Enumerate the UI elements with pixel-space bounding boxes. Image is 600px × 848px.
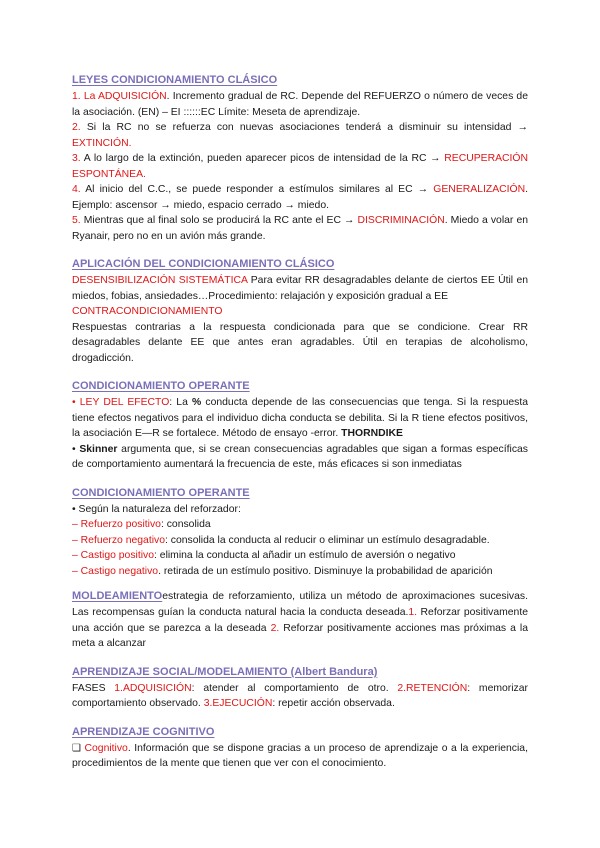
ley-del-efecto-paragraph xyxy=(72,395,528,442)
law-number: 3. xyxy=(72,153,81,164)
law-text: . Incremento gradual de RC. Depende del REFUERZO o número de veces de la asociación. (EN) – EI ::::::EC Límite: Meseta de aprendizaje. xyxy=(72,91,528,118)
section-aprendizaje-social xyxy=(72,662,528,712)
term-ley-del-efecto: • LEY DEL EFECTO xyxy=(72,397,170,408)
law-1 xyxy=(72,89,528,120)
law-number: 1. xyxy=(72,91,81,102)
section-heading: CONDICIONAMIENTO OPERANTE xyxy=(72,380,250,392)
phase-term: 1.ADQUISICIÓN xyxy=(114,682,192,694)
text: : La xyxy=(169,397,192,408)
contracondicionamiento-text: Respuestas contrarias a la respuesta condicionada para que se condicione. Crear RR desagradables delante EE que antes eran agradables. Útil en terapias de alcoholismo, drogadicción. xyxy=(72,321,528,364)
law-number: 5. xyxy=(72,215,81,226)
law-text: Mientras que al final solo se producirá la RC ante el EC → xyxy=(83,215,355,226)
section-heading: APRENDIZAJE SOCIAL/MODELAMIENTO (Albert Bandura) xyxy=(72,665,378,678)
fases-paragraph xyxy=(72,681,528,712)
section-heading: CONDICIONAMIENTO OPERANTE xyxy=(72,486,250,499)
law-text: Al inicio del C.C., se puede responder a estímulos similares al EC → xyxy=(85,184,429,195)
text: Reforzar positivamente acciones mas próximas a la meta a alcanzar xyxy=(72,622,528,649)
list-item xyxy=(72,564,528,580)
law-term: DISCRIMINACIÓN xyxy=(357,215,445,226)
text: conducta depende de las consecuencias que tenga. Si la respuesta tiene efectos negativos para el individuo dicha conducta se debilita. Si la R tiene efectos positivos, la asociación E—R se fortalece. Método de ensayo -error. xyxy=(72,397,528,439)
item-term: – Refuerzo negativo xyxy=(72,534,165,546)
list-item xyxy=(72,548,528,564)
law-2 xyxy=(72,120,528,151)
text: : repetir acción observada. xyxy=(272,698,395,709)
item-text: : consolida xyxy=(160,519,211,530)
law-4 xyxy=(72,182,528,213)
desensibilizacion-text: Para evitar RR desagradables delante de ciertos EE Útil en miedos, fobias, ansiedades…Procedimiento: relajación y exposición gradual a EE xyxy=(72,275,529,302)
text: . Información que se dispone gracias a un proceso de aprendizaje o a la experiencia, procedimientos de la mente que tienen que ver con el conocimiento. xyxy=(72,742,528,769)
item-text: : consolida la conducta al reducir o eliminar un estímulo desagradable. xyxy=(165,534,490,546)
skinner-paragraph xyxy=(72,442,528,473)
law-term: EXTINCIÓN. xyxy=(72,137,132,149)
section-heading: APRENDIZAJE COGNITIVO xyxy=(72,725,215,738)
notes-body xyxy=(72,70,528,782)
section-aplicacion xyxy=(72,254,528,366)
text: FASES xyxy=(72,682,115,694)
item-term: – Castigo positivo xyxy=(72,550,155,561)
law-term: La ADQUISICIÓN xyxy=(83,91,167,102)
author-skinner: Skinner xyxy=(79,443,118,455)
step-number: 2. xyxy=(270,622,280,634)
law-text-after: . Ejemplo: ascensor → miedo, espacio cerrado → miedo. xyxy=(72,184,528,211)
section-moldeamiento xyxy=(72,589,528,652)
text: : memorizar comportamiento observado. xyxy=(72,682,528,709)
section-heading: LEYES CONDICIONAMIENTO CLÁSICO xyxy=(72,74,278,86)
section-operante-2 xyxy=(72,483,528,580)
term-cognitivo: Cognitivo xyxy=(80,742,128,754)
section-leyes xyxy=(72,70,528,244)
section-heading: MOLDEAMIENTO xyxy=(72,590,163,602)
section-operante-1 xyxy=(72,376,528,473)
item-text: . retirada de un estímulo positivo. Disminuye la probabilidad de aparición xyxy=(158,565,493,577)
law-5 xyxy=(72,213,528,244)
law-text-after: . Miedo a volar en Ryanair, pero no en un avión más grande. xyxy=(72,215,529,242)
cognitivo-paragraph xyxy=(72,741,528,772)
term-desensibilizacion: DESENSIBILIZACIÓN SISTEMÁTICA xyxy=(72,275,248,286)
law-number: 4. xyxy=(72,184,81,195)
text: estrategia de reforzamiento, utiliza un método de aproximaciones sucesivas. Las recompensas guían la conducta natural hacia la conducta deseada. xyxy=(72,591,528,618)
reforzador-intro: • Según la naturaleza del reforzador: xyxy=(72,503,241,515)
text: argumenta que, si se crean consecuencias agradables que sigan a formas específicas de comportamiento aumentará la frecuencia de este, más eficaces si son inmediatas xyxy=(72,443,528,470)
step-number: 1. xyxy=(408,607,418,618)
text: Reforzar positivamente una acción que se parezca a la deseada xyxy=(72,607,528,634)
law-term: GENERALIZACIÓN xyxy=(433,184,526,195)
text: : atender al comportamiento de otro. xyxy=(191,682,398,694)
law-number: 2. xyxy=(72,122,81,133)
phase-term: 2.RETENCIÓN xyxy=(397,682,468,694)
law-text: A lo largo de la extinción, pueden aparecer picos de intensidad de la RC → xyxy=(83,153,441,164)
checkbox-icon: ❑ xyxy=(72,742,81,754)
percent-symbol: % xyxy=(192,397,202,408)
term-contracondicionamiento: CONTRACONDICIONAMIENTO xyxy=(72,306,223,317)
moldeamiento-paragraph xyxy=(72,589,528,652)
desensibilizacion-paragraph xyxy=(72,273,528,304)
item-term: – Castigo negativo xyxy=(72,565,159,577)
law-term: RECUPERACIÓN ESPONTÁNEA. xyxy=(72,153,528,180)
section-aprendizaje-cognitivo xyxy=(72,722,528,772)
section-heading: APLICACIÓN DEL CONDICIONAMIENTO CLÁSICO xyxy=(72,258,335,270)
item-term: – Refuerzo positivo xyxy=(72,519,161,530)
bullet: • xyxy=(72,443,80,455)
contracondicionamiento-term-line xyxy=(72,304,528,320)
list-item xyxy=(72,533,528,549)
list-item xyxy=(72,517,528,533)
author-thorndike: THORNDIKE xyxy=(341,428,403,439)
law-3 xyxy=(72,151,528,182)
phase-term: 3.EJECUCIÓN xyxy=(203,698,273,709)
item-text: : elimina la conducta al añadir un estímulo de aversión o negativo xyxy=(154,550,456,561)
law-text: Si la RC no se refuerza con nuevas asociaciones tenderá a disminuir su intensidad → xyxy=(86,122,529,133)
